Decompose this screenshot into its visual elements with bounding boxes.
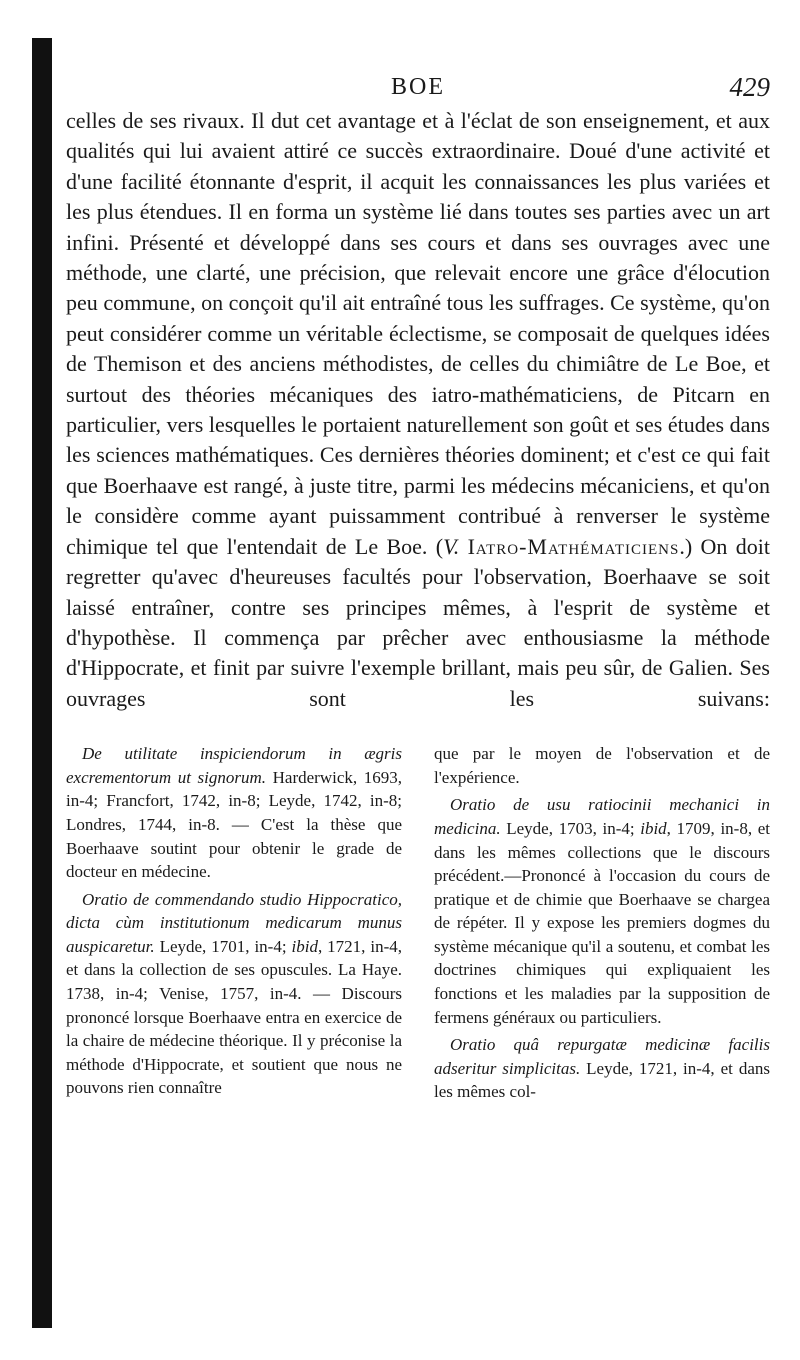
bibliography-entry [66,742,402,884]
work-details-cont: , 1709, in-8, et dans les mêmes collections que le discours précédent.—Prononcé à l'occasion du cours de pratique et de chimie que Boerhaave se chargea de répéter. Il y expose les premiers dogmes du système mécanique qu'il a soutenu, et combat les doctrines chimiques qui expliquaient les fonctions et les maladies par la supposition de fermens généraux ou particuliers. [434,818,770,1027]
work-details: Harderwick, 1693, in-4; Francfort, 1742, in-8; Leyde, 1742, in-8; Londres, 1744, in-8. — C'est la thèse que Boerhaave soutint pour obtenir le grade de docteur en médecine. [66,767,402,882]
ibid-marker: ibid [640,818,667,838]
book-page [66,64,770,1108]
work-title: Oratio de commendando studio Hippocratico, dicta cùm institutionum medicarum munus auspicaretur. [66,889,402,956]
page-number: 429 [729,72,770,102]
page-binding-edge [32,38,52,1328]
main-text-part1: celles de ses rivaux. Il dut cet avantage et à l'éclat de son enseignement, et aux qualités qui lui avaient attiré ce succès extraordinaire. Doué d'une activité et d'une facilité étonnante d'esprit, il acquit les connaissances les plus variées et les plus étendues. Il en forma un système lié dans toutes ses parties avec un art infini. Présenté et développé dans ses cours et dans ses ouvrages avec une méthode, une clarté, une précision, que relevait encore une grâce d'élocution peu commune, on conçoit qu'il ait entraîné tous les suffrages. Ce système, qu'on peut considérer comme un véritable éclectisme, se composait de quelques idées de Themison et des anciens méthodistes, de celles du chimiâtre de Le Boe, et surtout des théories mécaniques des iatro-mathématiciens, de Pitcarn en particulier, vers lesquelles le portaient naturellement son goût et ses études dans les sciences mathématiques. Ces dernières théories dominent; et c'est ce qui fait que Boerhaave est rangé, à juste titre, parmi les médecins mécaniciens, et qu'on le considère comme ayant puissamment contribué à renverser le système chimique tel que l'entendait de Le Boe. ( [66,108,770,559]
page-header [66,64,770,104]
work-title: De utilitate inspiciendorum in ægris excrementorum ut signorum. [66,744,402,787]
work-details: Leyde, 1701, in-4; [154,936,292,956]
work-details: Leyde, 1721, in-4, et dans les mêmes col- [434,1058,770,1102]
work-details: Leyde, 1703, in-4; [500,818,641,838]
left-column [66,742,402,1108]
bibliography-entry [66,888,402,1100]
bibliography-columns [66,742,770,1108]
bibliography-entry [434,793,770,1029]
bibliography-entry [434,1033,770,1104]
cross-reference-term: Iatro-Mathématiciens [467,533,680,559]
main-paragraph [66,106,770,714]
work-title: Oratio de usu ratiocinii mechanici in medicina. [434,795,770,838]
continued-entry-text [434,742,770,789]
right-column [434,742,770,1108]
running-head: BOE [391,74,445,100]
work-details: que par le moyen de l'observation et de l'expérience. [434,744,770,787]
main-text-part2: .) On doit regretter qu'avec d'heureuses facultés pour l'observation, Boerhaave se soit laissé entraîner, contre ses principes mêmes, à l'esprit de système et d'hypothèse. Il commença par prêcher avec enthousiasme la méthode d'Hippocrate, et finit par suivre l'exemple brillant, mais peu sûr, de Galien. Ses ouvrages sont les suivans: [66,533,770,711]
work-details-cont: , 1721, in-4, et dans la collection de ses opuscules. La Haye. 1738, in-4; Venise, 1757, in-4. — Discours prononcé lorsque Boerhaave entra en exercice de la chaire de médecine théorique. Il y préconise la méthode d'Hippocrate, et soutient que nous ne pouvons rien connaître [66,936,402,1098]
see-also-marker: V. [443,533,460,559]
work-title: Oratio quâ repurgatæ medicinæ facilis adseritur simplicitas. [434,1035,770,1078]
ibid-marker: ibid [291,936,318,956]
